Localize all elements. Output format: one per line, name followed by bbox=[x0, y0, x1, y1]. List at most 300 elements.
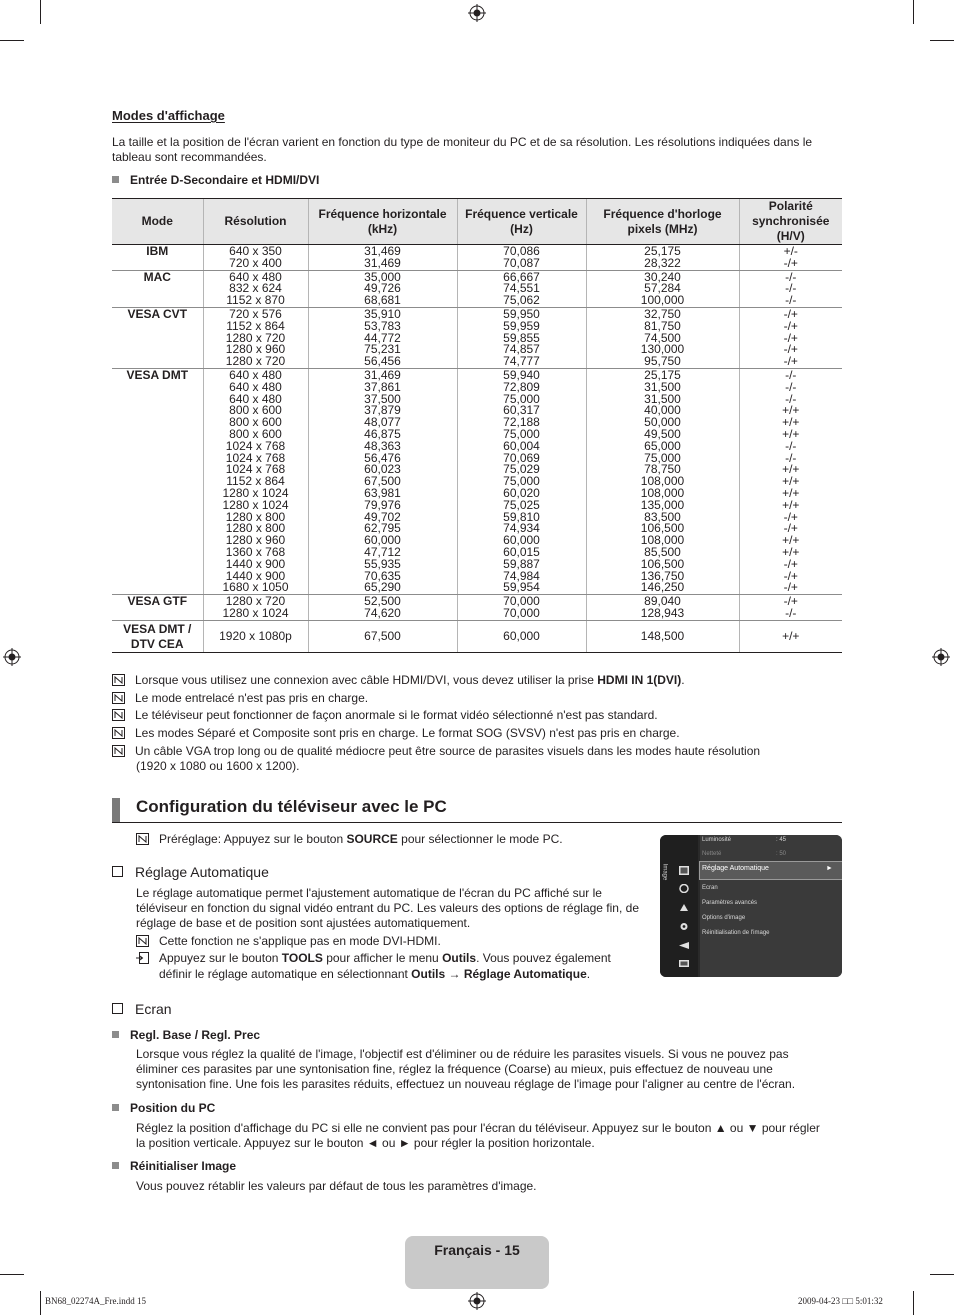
tv-menu-item-sharpness[interactable] bbox=[702, 851, 721, 857]
cell-value: -/- bbox=[785, 293, 797, 308]
cell-value: 74,984 bbox=[503, 568, 540, 583]
tv-side-label: Image bbox=[661, 863, 668, 881]
cell-value: 65,290 bbox=[364, 580, 401, 595]
crop-mark bbox=[913, 1291, 914, 1315]
slug-left: BN68_02274A_Fre.indd 15 bbox=[45, 1296, 146, 1306]
note-text: . bbox=[586, 967, 591, 981]
cell-value: 720 x 576 bbox=[229, 306, 282, 321]
section-rule bbox=[112, 822, 842, 823]
crop-mark bbox=[40, 0, 41, 24]
auto-adjust-title: Réglage Automatique bbox=[135, 864, 269, 880]
ecran-heading bbox=[112, 1001, 172, 1017]
cell-value: 31,469 bbox=[364, 255, 401, 270]
header-vfreq: Fréquence verticale (Hz) bbox=[457, 199, 586, 245]
note-item bbox=[112, 691, 368, 706]
cell-value: 47,712 bbox=[364, 544, 401, 559]
bullet-square-icon bbox=[112, 176, 119, 183]
cell-hfreq bbox=[308, 245, 457, 271]
text-line: Réglez la position d'affichage du PC si elle ne convient pas pour l'écran du téléviseur. Appuyez sur le bouton ▲ ou ▼ pour régler bbox=[136, 1121, 820, 1135]
cell-value: -/- bbox=[785, 605, 797, 620]
cell-clock bbox=[586, 620, 739, 652]
cell-value: 1280 x 960 bbox=[225, 342, 286, 357]
text-line: téléviseur en fonction du signal vidéo entrant du PC. Les valeurs des options de réglage fin, de bbox=[136, 901, 639, 915]
cell-value: -/+ bbox=[783, 330, 798, 345]
note-text: Préréglage: Appuyez sur le bouton bbox=[159, 832, 347, 846]
cell-value: 108,000 bbox=[640, 474, 685, 489]
tv-menu-arrow-icon: ► bbox=[826, 865, 833, 872]
cell-value: 74,500 bbox=[644, 330, 681, 345]
cell-value: 57,284 bbox=[644, 281, 681, 296]
text-line: réglage de base et de position sont ajustées automatiquement. bbox=[136, 916, 471, 930]
cell-value: 31,500 bbox=[644, 391, 681, 406]
reset-text: Vous pouvez rétablir les valeurs par défaut de tous les paramètres d'image. bbox=[136, 1179, 537, 1193]
cell-value: -/- bbox=[785, 438, 797, 453]
cell-hfreq bbox=[308, 368, 457, 594]
cell-value: 1920 x 1080p bbox=[219, 629, 292, 644]
cell-value: 1280 x 720 bbox=[225, 330, 286, 345]
cell-value: 75,000 bbox=[644, 450, 681, 465]
config-title: Configuration du téléviseur avec le PC bbox=[136, 797, 447, 816]
cell-value: 1280 x 1024 bbox=[222, 605, 289, 620]
tools-note bbox=[136, 951, 611, 966]
cell-value: 1280 x 800 bbox=[225, 521, 286, 536]
cell-value: 65,000 bbox=[644, 438, 681, 453]
cell-value: 78,750 bbox=[644, 462, 681, 477]
cell-value: 32,750 bbox=[644, 306, 681, 321]
cell-value: -/- bbox=[785, 379, 797, 394]
cell-value: 52,500 bbox=[364, 594, 401, 609]
cell-value: 136,750 bbox=[640, 568, 685, 583]
cell-value: +/+ bbox=[782, 629, 800, 644]
header-clock: Fréquence d'horloge pixels (MHz) bbox=[586, 199, 739, 245]
cell-value: 1280 x 720 bbox=[225, 594, 286, 609]
note-icon bbox=[112, 692, 125, 704]
cell-value: -/- bbox=[785, 391, 797, 406]
cell-res bbox=[203, 620, 308, 652]
cell-value: 60,000 bbox=[503, 533, 540, 548]
cell-value: 70,087 bbox=[503, 255, 540, 270]
cell-value: 63,981 bbox=[364, 485, 401, 500]
tv-menu-screenshot bbox=[660, 835, 842, 977]
tools-icon bbox=[136, 952, 149, 964]
cell-mode: VESA GTF bbox=[112, 595, 203, 621]
header-hfreq: Fréquence horizontale (kHz) bbox=[308, 199, 457, 245]
cell-value: -/+ bbox=[783, 521, 798, 536]
cell-value: 28,322 bbox=[644, 255, 681, 270]
cell-value: 1152 x 864 bbox=[226, 318, 285, 333]
cell-mode: VESA CVT bbox=[112, 307, 203, 368]
regl-title: Regl. Base / Regl. Prec bbox=[130, 1028, 261, 1042]
cell-value: 30,240 bbox=[644, 269, 681, 284]
cell-value: 148,500 bbox=[640, 629, 685, 644]
cell-value: 1680 x 1050 bbox=[222, 580, 289, 595]
cell-value: 135,000 bbox=[640, 497, 685, 512]
crop-mark bbox=[930, 40, 954, 41]
note-text-bold: Outils bbox=[442, 951, 477, 965]
cell-value: 81,750 bbox=[644, 318, 681, 333]
cell-value: 66,667 bbox=[503, 269, 540, 284]
header-mode: Mode bbox=[112, 199, 203, 245]
cell-value: -/+ bbox=[783, 318, 798, 333]
cell-value: 53,783 bbox=[364, 318, 401, 333]
cell-value: 56,456 bbox=[364, 354, 401, 369]
cell-value: 1024 x 768 bbox=[225, 450, 286, 465]
bullet-square-icon bbox=[112, 1031, 119, 1038]
registration-mark-icon bbox=[468, 4, 486, 22]
cell-clock bbox=[586, 245, 739, 271]
cell-value: 70,069 bbox=[503, 450, 540, 465]
cell-value: 67,500 bbox=[364, 629, 401, 644]
note-text: Un câble VGA trop long ou de qualité médiocre peut être source de parasites visuels dans les modes haute résolution bbox=[135, 744, 761, 758]
cell-value: 75,000 bbox=[503, 391, 540, 406]
cell-value: 1440 x 900 bbox=[225, 556, 286, 571]
cell-value: 95,750 bbox=[644, 354, 681, 369]
crop-mark bbox=[913, 0, 914, 24]
cell-value: -/+ bbox=[783, 354, 798, 369]
bullet-square-icon bbox=[112, 1162, 119, 1169]
registration-mark-icon bbox=[3, 648, 21, 666]
cell-value: 59,940 bbox=[503, 367, 540, 382]
cell-value: +/+ bbox=[782, 497, 800, 512]
cell-value: -/+ bbox=[783, 509, 798, 524]
cell-value: 59,954 bbox=[503, 580, 540, 595]
note-item bbox=[112, 708, 658, 723]
cell-value: 640 x 480 bbox=[229, 391, 282, 406]
note-text: Le mode entrelacé n'est pas pris en charge. bbox=[135, 691, 369, 705]
cell-value: 40,000 bbox=[644, 403, 681, 418]
cell-value: 31,469 bbox=[364, 367, 401, 382]
intro-text: La taille et la position de l'écran varient en fonction du type de moniteur du PC et de sa résolution. Les résolutions indiquées dans le tableau sont recommandées. bbox=[112, 135, 813, 164]
cell-mode: MAC bbox=[112, 270, 203, 307]
cell-value: 640 x 480 bbox=[229, 367, 282, 382]
cell-clock bbox=[586, 595, 739, 621]
cell-value: 55,935 bbox=[364, 556, 401, 571]
cell-pol bbox=[739, 368, 842, 594]
cell-value: 74,551 bbox=[503, 281, 540, 296]
note-text-bold: TOOLS bbox=[281, 951, 323, 965]
sound-icon bbox=[679, 884, 689, 893]
cell-value: -/+ bbox=[783, 556, 798, 571]
cell-value: 62,795 bbox=[364, 521, 401, 536]
input-icon bbox=[679, 941, 689, 950]
crop-mark bbox=[0, 1274, 24, 1275]
cell-value: +/+ bbox=[782, 474, 800, 489]
note-item bbox=[112, 744, 760, 759]
text-line: la position verticale. Appuyez sur le bouton ◄ ou ► pour régler la position horizontale. bbox=[136, 1136, 595, 1150]
cell-value: 60,000 bbox=[503, 629, 540, 644]
cell-clock bbox=[586, 368, 739, 594]
cell-value: 25,175 bbox=[644, 244, 681, 258]
cell-value: -/- bbox=[785, 367, 797, 382]
cell-value: 106,500 bbox=[640, 556, 685, 571]
cell-value: -/+ bbox=[783, 580, 798, 595]
position-text bbox=[136, 1121, 820, 1151]
cell-value: 800 x 600 bbox=[229, 415, 282, 430]
note-item bbox=[112, 673, 685, 688]
note-text-bold: Outils → Réglage Automatique bbox=[411, 967, 587, 981]
tv-item-label: Luminosité bbox=[702, 837, 732, 843]
section-bar bbox=[112, 798, 120, 822]
cell-value: 74,857 bbox=[503, 342, 540, 357]
checkbox-bullet-icon bbox=[112, 1003, 123, 1014]
cell-clock bbox=[586, 270, 739, 307]
cell-value: 72,188 bbox=[503, 415, 540, 430]
cell-value: 800 x 600 bbox=[229, 426, 282, 441]
cell-value: 59,810 bbox=[503, 509, 540, 524]
tools-note-continued bbox=[159, 967, 590, 982]
bullet-square-icon bbox=[112, 1104, 119, 1111]
display-modes-table bbox=[112, 198, 842, 653]
cell-value: 60,317 bbox=[503, 403, 540, 418]
cell-value: 37,500 bbox=[364, 391, 401, 406]
note-text: . Vous pouvez également bbox=[476, 951, 611, 965]
cell-value: 1360 x 768 bbox=[225, 544, 286, 559]
cell-value: -/- bbox=[785, 450, 797, 465]
cell-value: 49,702 bbox=[364, 509, 401, 524]
cell-value: -/+ bbox=[783, 568, 798, 583]
regl-text bbox=[136, 1047, 795, 1092]
cell-value: 31,469 bbox=[364, 244, 401, 258]
cell-value: -/+ bbox=[783, 255, 798, 270]
cell-value: 60,015 bbox=[503, 544, 540, 559]
note-icon bbox=[112, 727, 125, 739]
auto-adjust-heading bbox=[112, 864, 269, 880]
text-line: Lorsque vous réglez la qualité de l'image, l'objectif est d'éliminer ou de réduire les parasites visuels. Si vous ne pouvez pas bbox=[136, 1047, 789, 1061]
ecran-title: Ecran bbox=[135, 1001, 172, 1017]
checkbox-bullet-icon bbox=[112, 866, 123, 877]
cell-value: +/+ bbox=[782, 485, 800, 500]
cell-vfreq bbox=[457, 620, 586, 652]
cell-value: 59,959 bbox=[503, 318, 540, 333]
slug-right: 2009-04-23 □□ 5:01:32 bbox=[798, 1296, 883, 1306]
note-text-bold: SOURCE bbox=[346, 832, 398, 846]
cell-value: +/- bbox=[783, 244, 798, 258]
tv-menu-item-brightness[interactable] bbox=[702, 837, 731, 843]
cell-value: 70,086 bbox=[503, 244, 540, 258]
cell-value: 72,809 bbox=[503, 379, 540, 394]
cell-value: 1024 x 768 bbox=[225, 462, 286, 477]
note-text: Appuyez sur le bouton bbox=[159, 951, 282, 965]
cell-value: 1280 x 1024 bbox=[222, 485, 289, 500]
table-row bbox=[112, 270, 842, 307]
cell-value: 60,023 bbox=[364, 462, 401, 477]
cell-value: -/+ bbox=[783, 594, 798, 609]
header-resolution: Résolution bbox=[203, 199, 308, 245]
text-line: éliminer ces parasites par une syntonisation fine, réglez la fréquence (Coarse) au mieux, puis effectuez de nouveau une bbox=[136, 1062, 773, 1076]
cell-pol bbox=[739, 620, 842, 652]
tv-menu-item-screen[interactable]: Ecran bbox=[702, 885, 718, 891]
cell-value: 35,910 bbox=[364, 306, 401, 321]
cell-value: 85,500 bbox=[644, 544, 681, 559]
input-label bbox=[112, 173, 319, 188]
cell-value: 800 x 600 bbox=[229, 403, 282, 418]
cell-value: +/+ bbox=[782, 403, 800, 418]
cell-value: 1280 x 1024 bbox=[222, 497, 289, 512]
note-icon bbox=[112, 674, 125, 686]
reset-heading bbox=[112, 1159, 236, 1174]
preset-note bbox=[136, 832, 563, 847]
cell-hfreq bbox=[308, 307, 457, 368]
cell-value: -/- bbox=[785, 269, 797, 284]
cell-value: 640 x 480 bbox=[229, 379, 282, 394]
cell-value: 108,000 bbox=[640, 485, 685, 500]
cell-value: -/+ bbox=[783, 342, 798, 357]
registration-mark-icon bbox=[468, 1292, 486, 1310]
table-row bbox=[112, 620, 842, 652]
table-row bbox=[112, 245, 842, 271]
cell-clock bbox=[586, 307, 739, 368]
cell-res bbox=[203, 245, 308, 271]
table-row bbox=[112, 595, 842, 621]
cell-value: -/- bbox=[785, 281, 797, 296]
cell-value: 48,363 bbox=[364, 438, 401, 453]
cell-value: +/+ bbox=[782, 533, 800, 548]
cell-value: 49,726 bbox=[364, 281, 401, 296]
setup-icon bbox=[679, 922, 689, 931]
note-text: pour sélectionner le mode PC. bbox=[397, 832, 563, 846]
cell-value: 60,004 bbox=[503, 438, 540, 453]
text-line: Le réglage automatique permet l'ajustement automatique de l'écran du PC affiché sur le bbox=[136, 886, 602, 900]
note-icon bbox=[136, 833, 149, 845]
cell-value: 56,476 bbox=[364, 450, 401, 465]
text-line: syntonisation fine. Une fois les parasites réduits, effectuez un nouveau réglage de l'image pour l'aligner au centre de l'écran. bbox=[136, 1077, 796, 1091]
cell-value: 1440 x 900 bbox=[225, 568, 286, 583]
tv-menu-item-reset[interactable]: Réinitialisation de l'image bbox=[702, 930, 770, 936]
cell-value: 70,635 bbox=[364, 568, 401, 583]
cell-value: 68,681 bbox=[364, 293, 401, 308]
cell-value: 75,025 bbox=[503, 497, 540, 512]
cell-value: 1280 x 960 bbox=[225, 533, 286, 548]
cell-value: +/+ bbox=[782, 462, 800, 477]
cell-value: 1152 x 870 bbox=[226, 293, 285, 308]
cell-value: 83,500 bbox=[644, 509, 681, 524]
input-label-text: Entrée D-Secondaire et HDMI/DVI bbox=[130, 173, 320, 187]
cell-value: 59,887 bbox=[503, 556, 540, 571]
note-text: définir le réglage automatique en sélectionnant bbox=[159, 967, 412, 981]
note-text: Cette fonction ne s'applique pas en mode DVI-HDMI. bbox=[159, 934, 441, 948]
cell-value: 59,950 bbox=[503, 306, 540, 321]
cell-res bbox=[203, 307, 308, 368]
tv-menu-value-brightness: : 45 bbox=[776, 837, 787, 843]
cell-value: +/+ bbox=[782, 415, 800, 430]
cell-res bbox=[203, 368, 308, 594]
crop-mark bbox=[0, 40, 24, 41]
note-text: pour afficher le menu bbox=[322, 951, 443, 965]
note-text: . bbox=[681, 673, 685, 687]
cell-value: +/+ bbox=[782, 544, 800, 559]
cell-value: 130,000 bbox=[640, 342, 685, 357]
cell-value: 60,000 bbox=[364, 533, 401, 548]
cell-mode: VESA DMT bbox=[112, 368, 203, 594]
cell-value: 46,875 bbox=[364, 426, 401, 441]
cell-value: 37,879 bbox=[364, 403, 401, 418]
cell-value: 89,040 bbox=[644, 594, 681, 609]
cell-vfreq bbox=[457, 368, 586, 594]
note-text: Les modes Séparé et Composite sont pris en charge. Le format SOG (SVSV) n'est pas pris en charge. bbox=[135, 726, 680, 740]
cell-vfreq bbox=[457, 307, 586, 368]
cell-vfreq bbox=[457, 595, 586, 621]
regl-heading bbox=[112, 1028, 260, 1043]
registration-mark-icon bbox=[932, 648, 950, 666]
tv-menu-item-options[interactable]: Options d'image bbox=[702, 915, 746, 921]
cell-value: 37,861 bbox=[364, 379, 401, 394]
reset-title: Réinitialiser Image bbox=[130, 1159, 237, 1173]
cell-value: 75,231 bbox=[364, 342, 401, 357]
cell-value: 75,000 bbox=[503, 426, 540, 441]
cell-value: 640 x 480 bbox=[229, 269, 282, 284]
cell-value: 79,976 bbox=[364, 497, 401, 512]
section-heading: Modes d'affichage bbox=[112, 108, 225, 123]
tv-menu-item-selected[interactable]: Réglage Automatique bbox=[702, 865, 769, 872]
cell-value: 50,000 bbox=[644, 415, 681, 430]
note-text: Le téléviseur peut fonctionner de façon anormale si le format vidéo sélectionné n'est pas standard. bbox=[135, 708, 658, 722]
cell-mode: IBM bbox=[112, 245, 203, 271]
cell-value: 75,062 bbox=[503, 293, 540, 308]
position-heading bbox=[112, 1101, 215, 1116]
cell-value: 59,855 bbox=[503, 330, 540, 345]
table-header-row bbox=[112, 199, 842, 245]
cell-value: +/+ bbox=[782, 426, 800, 441]
cell-res bbox=[203, 595, 308, 621]
cell-value: 1024 x 768 bbox=[225, 438, 286, 453]
channel-icon bbox=[679, 903, 689, 912]
cell-value: 75,029 bbox=[503, 462, 540, 477]
cell-value: 720 x 400 bbox=[229, 255, 282, 270]
page-number: Français - 15 bbox=[434, 1242, 520, 1258]
cell-value: 74,934 bbox=[503, 521, 540, 536]
cell-pol bbox=[739, 307, 842, 368]
cell-value: 100,000 bbox=[640, 293, 685, 308]
position-title: Position du PC bbox=[130, 1101, 216, 1115]
tv-item-label: Netteté bbox=[702, 851, 722, 857]
picture-icon bbox=[679, 866, 689, 875]
cell-value: 832 x 624 bbox=[229, 281, 282, 296]
tv-menu-value-sharpness: : 50 bbox=[776, 851, 787, 857]
cell-pol bbox=[739, 245, 842, 271]
note-item bbox=[112, 726, 680, 741]
tv-menu-item-advanced[interactable]: Paramètres avancés bbox=[702, 900, 758, 906]
cell-value: 75,000 bbox=[503, 474, 540, 489]
cell-value: 44,772 bbox=[364, 330, 401, 345]
cell-value: 1280 x 800 bbox=[225, 509, 286, 524]
cell-pol bbox=[739, 270, 842, 307]
cell-hfreq bbox=[308, 595, 457, 621]
auto-note bbox=[136, 934, 441, 949]
cell-value: 67,500 bbox=[364, 474, 401, 489]
table-row bbox=[112, 368, 842, 594]
cell-value: 108,000 bbox=[640, 533, 685, 548]
cell-vfreq bbox=[457, 245, 586, 271]
cell-value: 128,943 bbox=[640, 605, 685, 620]
cell-value: 60,020 bbox=[503, 485, 540, 500]
cell-value: 48,077 bbox=[364, 415, 401, 430]
cell-value: 70,000 bbox=[503, 605, 540, 620]
cell-vfreq bbox=[457, 270, 586, 307]
cell-value: 31,500 bbox=[644, 379, 681, 394]
note-text-continued: (1920 x 1080 ou 1600 x 1200). bbox=[136, 759, 300, 773]
note-text-bold: HDMI IN 1(DVI) bbox=[597, 673, 682, 687]
cell-value: 146,250 bbox=[640, 580, 685, 595]
note-text: Lorsque vous utilisez une connexion avec câble HDMI/DVI, vous devez utiliser la prise bbox=[135, 673, 598, 687]
crop-mark bbox=[930, 1274, 954, 1275]
header-polarity: Polarité synchronisée (H/V) bbox=[739, 199, 842, 245]
cell-value: 1280 x 720 bbox=[225, 354, 286, 369]
cell-res bbox=[203, 270, 308, 307]
cell-hfreq bbox=[308, 270, 457, 307]
cell-value: -/+ bbox=[783, 306, 798, 321]
cell-value: 74,620 bbox=[364, 605, 401, 620]
cell-value: 70,000 bbox=[503, 594, 540, 609]
